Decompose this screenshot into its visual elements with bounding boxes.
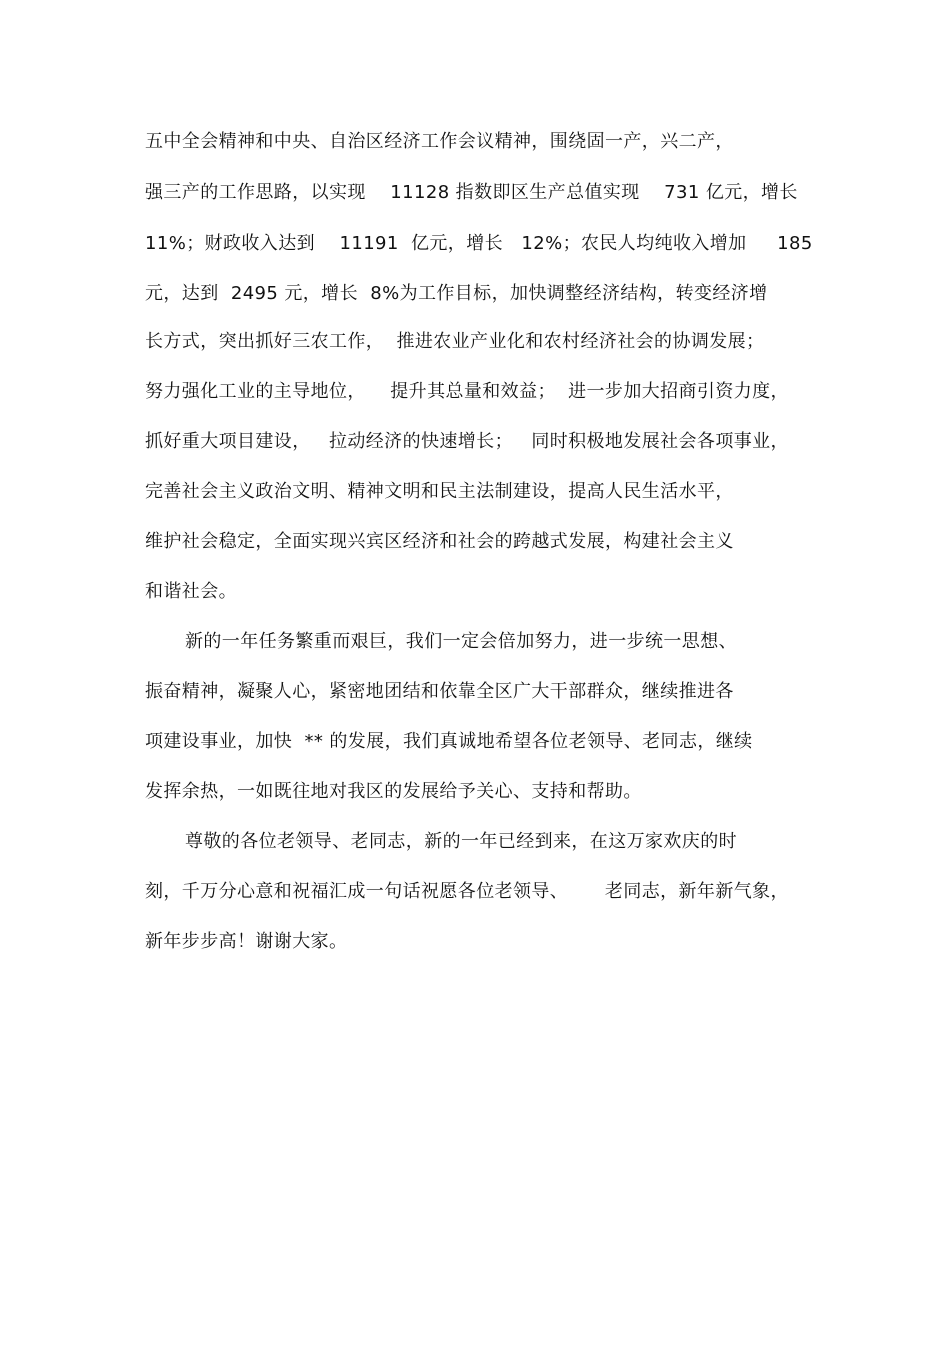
text-line: 项建设事业，加快 ** 的发展，我们真诚地希望各位老领导、老同志，继续 xyxy=(145,731,753,752)
text-line: 维护社会稳定，全面实现兴宾区经济和社会的跨越式发展，构建社会主义 xyxy=(145,531,734,552)
text-line: 刻，千万分心意和祝福汇成一句话祝愿各位老领导、 老同志，新年新气象， xyxy=(145,881,789,902)
text-line: 完善社会主义政治文明、精神文明和民主法制建设，提高人民生活水平， xyxy=(145,481,734,502)
paragraph-first-line: 新的一年任务繁重而艰巨，我们一定会倍加努力，进一步统一思想、 xyxy=(185,631,737,652)
text-line: 和谐社会。 xyxy=(145,581,237,602)
text-line: 抓好重大项目建设， 拉动经济的快速增长； 同时积极地发展社会各项事业， xyxy=(145,431,789,452)
text-line: 五中全会精神和中央、自治区经济工作会议精神，围绕固一产，兴二产， xyxy=(145,131,734,152)
text-line: 努力强化工业的主导地位， 提升其总量和效益； 进一步加大招商引资力度， xyxy=(145,381,789,402)
text-line: 长方式，突出抓好三农工作， 推进农业产业化和农村经济社会的协调发展； xyxy=(145,331,765,352)
text-line: 强三产的工作思路，以实现 11128 指数即区生产总值实现 731 亿元，增长 xyxy=(145,182,798,203)
paragraph-first-line: 尊敬的各位老领导、老同志，新的一年已经到来，在这万家欢庆的时 xyxy=(185,831,737,852)
text-line: 元，达到 2495 元，增长 8%为工作目标，加快调整经济结构，转变经济增 xyxy=(145,283,768,304)
text-line: 发挥余热，一如既往地对我区的发展给予关心、支持和帮助。 xyxy=(145,781,642,802)
text-line: 新年步步高！谢谢大家。 xyxy=(145,931,348,952)
text-line: 振奋精神，凝聚人心，紧密地团结和依靠全区广大干部群众，继续推进各 xyxy=(145,681,734,702)
text-line: 11%；财政收入达到 11191 亿元，增长 12%；农民人均纯收入增加 185 xyxy=(145,233,813,254)
